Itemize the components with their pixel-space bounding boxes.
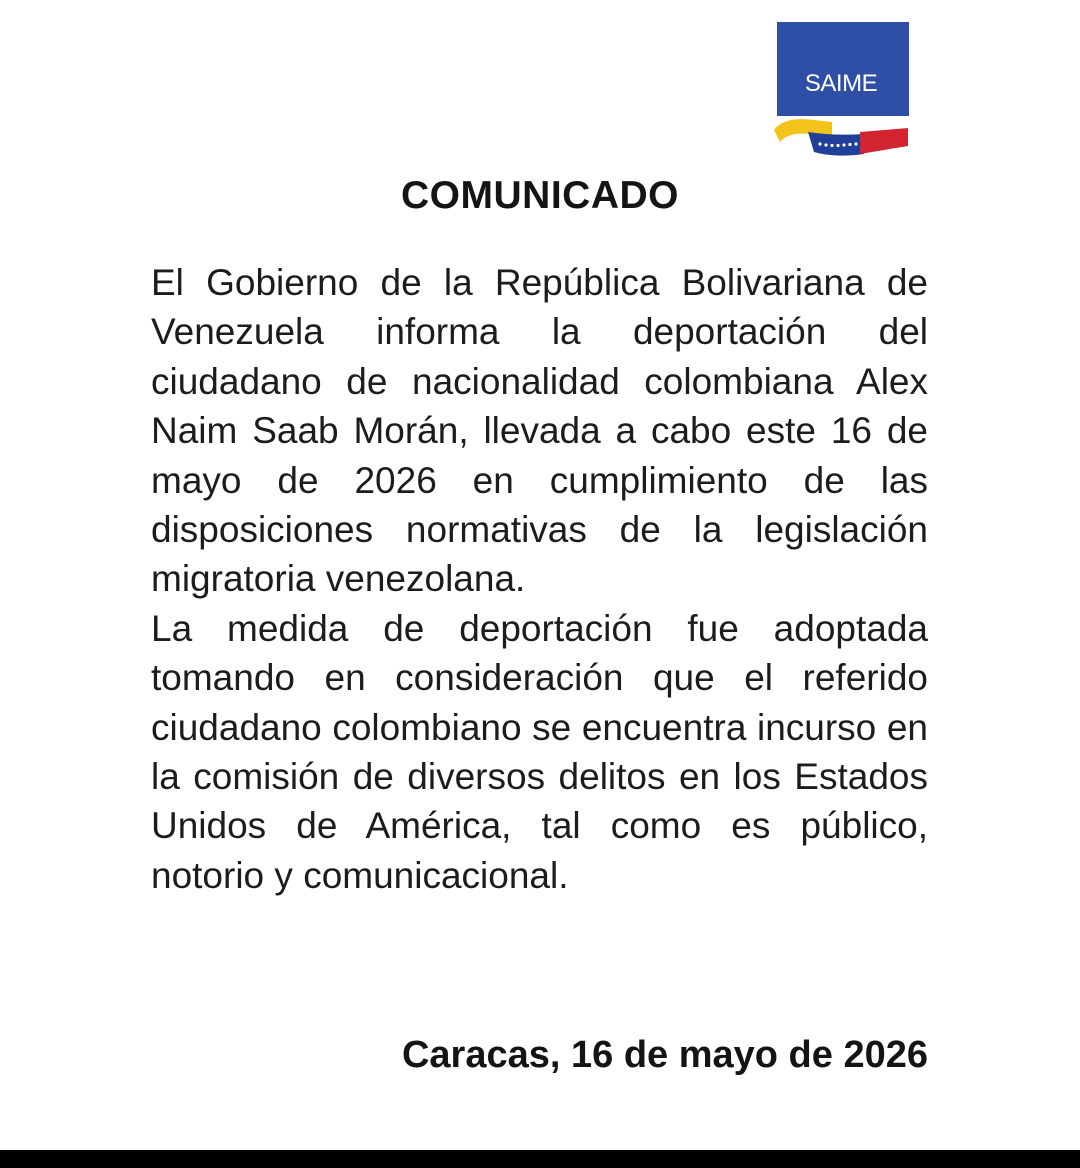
bottom-bar [0,1150,1080,1168]
paragraph-reason: La medida de deportación fue adoptada tomando en consideración que el referido ciudadano colombiano se encuentra incurso en la comisión de diversos delitos en los Estados Unidos de América, tal como es público, notorio y comunicacional. [151,607,928,896]
page-title: COMUNICADO [401,174,679,217]
logo-red-band [860,128,908,154]
saime-logo [774,18,912,164]
paragraph-deportation-notice: El Gobierno de la República Bolivariana de Venezuela informa la deportación del ciudadano de nacionalidad colombiana Alex Naim Saab Morán, llevada a cabo este 16 de mayo de 2026 en cumplimiento de las disposiciones normativas de la legislación migratoria venezolana. [151,262,928,600]
logo-text: SAIME [804,70,878,97]
place-and-date: Caracas, 16 de mayo de 2026 [401,1034,928,1076]
logo-blue-block [777,22,909,116]
communique-body [151,258,928,900]
